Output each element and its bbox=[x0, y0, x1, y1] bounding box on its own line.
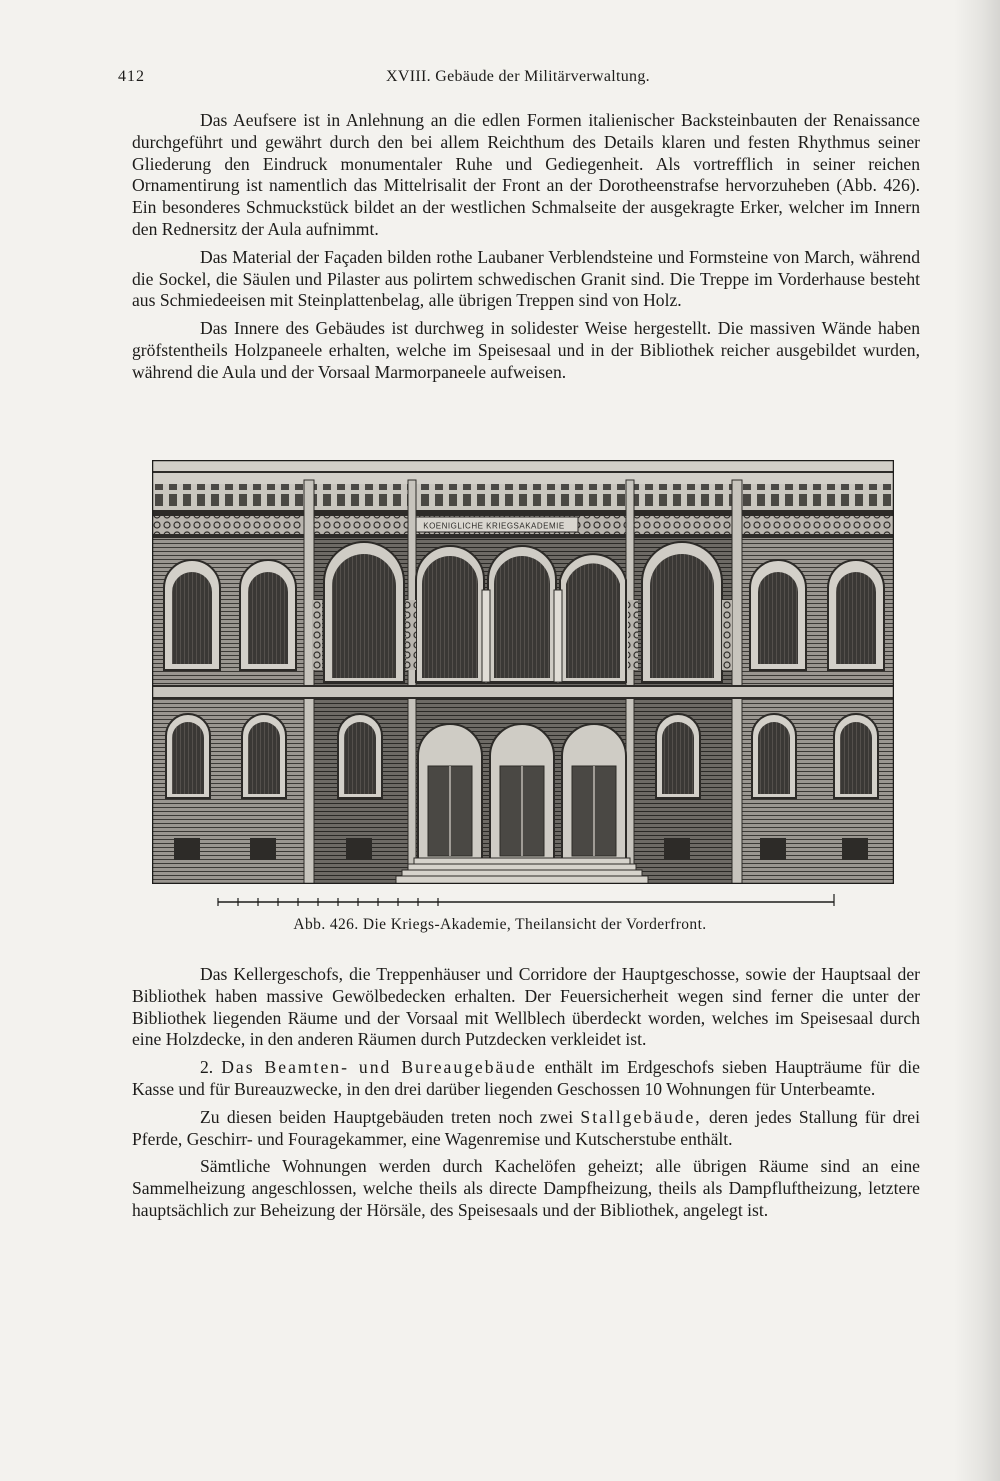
scale-bar bbox=[216, 890, 838, 910]
paragraph-beamtengebaeude bbox=[132, 1057, 920, 1101]
paragraph: Sämtliche Wohnungen werden durch Kachelöfen geheizt; alle übrigen Räume sind an eine Sammelheizung angeschlossen, welche theils als directe Dampfheizung, theils als Dampfluftheizung, letztere hauptsächlich zur Beheizung der Hörsäle, des Speisesaals und der Bibliothek, angelegt ist. bbox=[132, 1156, 920, 1220]
entrance-steps bbox=[396, 858, 648, 884]
spaced-heading: Stallgebäude, bbox=[580, 1106, 702, 1127]
inscription-text: KOENIGLICHE KRIEGSAKADEMIE bbox=[423, 521, 565, 531]
dentil-frieze bbox=[152, 484, 894, 510]
entrance-portals bbox=[418, 724, 626, 860]
figure-caption: Abb. 426. Die Kriegs-Akademie, Theilansicht der Vorderfront. bbox=[293, 916, 707, 933]
paragraph-text: Zu diesen beiden Hauptgebäuden treten noch zwei bbox=[200, 1106, 574, 1127]
paragraph-text: enthält im Erdgeschofs sieben Haupträume für die Kasse und für Bureauzwecke, in den drei darüber liegenden Geschossen 10 Wohnungen für Unterbeamte. bbox=[132, 1057, 920, 1099]
paragraph: Das Kellergeschofs, die Treppenhäuser und Corridore der Hauptgeschosse, sowie der Hauptsaal der Bibliothek haben massive Gewölbedecken erhalten. Der Feuersicherheit wegen sind ferner die unter der Bibliothek liegenden Räume und der Vorsaal mit Wellblech überdeckt worden, welches im Speisesaal durch eine Holzdecke, in den anderen Räumen durch Putzdecken verkleidet ist. bbox=[132, 964, 920, 1050]
paragraph-text: deren jedes Stallung für drei Pferde, Geschirr- und Fouragekammer, eine Wagenremise und Kutscherstube enthält. bbox=[132, 1106, 920, 1149]
page-edge-shadow bbox=[954, 0, 1000, 1481]
paragraph: Das Aeufsere ist in Anlehnung an die edlen Formen italienischer Backsteinbauten der Renaissance durchgeführt und gewährt durch den bei allem Reichthum des Details klaren und festen Rhythmus seiner Gliederung den Eindruck monumentaler Ruhe und Gediegenheit. Als vortrefflich in seiner reichen Ornamentirung ist namentlich das Mittelrisalit der Front an der Dorotheenstrafse hervorzuheben (Abb. 426). Ein besonderes Schmuckstück bildet an der westlichen Schmalseite der ausgekragte Erker, welcher im Innern den Rednersitz der Aula aufnimmt. bbox=[132, 110, 920, 239]
running-head bbox=[118, 68, 918, 94]
body-text-top bbox=[132, 110, 920, 390]
paragraph: Das Material der Façaden bilden rothe Laubaner Verblendsteine und Formsteine von March, während die Sockel, die Säulen und Pilaster aus polirtem schwedischen Granit sind. Die Treppe im Vorderhause besteht aus Schmiedeeisen mit Steinplattenbelag, alle übrigen Treppen sind von Holz. bbox=[132, 246, 920, 311]
facade-illustration bbox=[152, 460, 894, 884]
running-title: XVIII. Gebäude der Militärverwaltung. bbox=[386, 68, 650, 85]
facade-engraving bbox=[152, 460, 894, 884]
paragraph-stallgebaeude bbox=[132, 1107, 920, 1151]
page-number: 412 bbox=[118, 68, 145, 85]
upper-arcade bbox=[312, 542, 732, 682]
paragraph: Das Innere des Gebäudes ist durchweg in solidester Weise hergestellt. Die massiven Wände haben gröfstentheils Holzpaneele erhalten, welche im Speisesaal und in der Bibliothek reicher ausgebildet wurden, während die Aula und der Vorsaal Marmorpaneele aufweisen. bbox=[132, 318, 920, 382]
body-text-bottom bbox=[132, 964, 920, 1228]
spaced-heading: Das Beamten- und Bureaugebäude bbox=[221, 1057, 537, 1078]
string-course bbox=[152, 686, 894, 698]
paragraph-number: 2. bbox=[200, 1057, 214, 1078]
